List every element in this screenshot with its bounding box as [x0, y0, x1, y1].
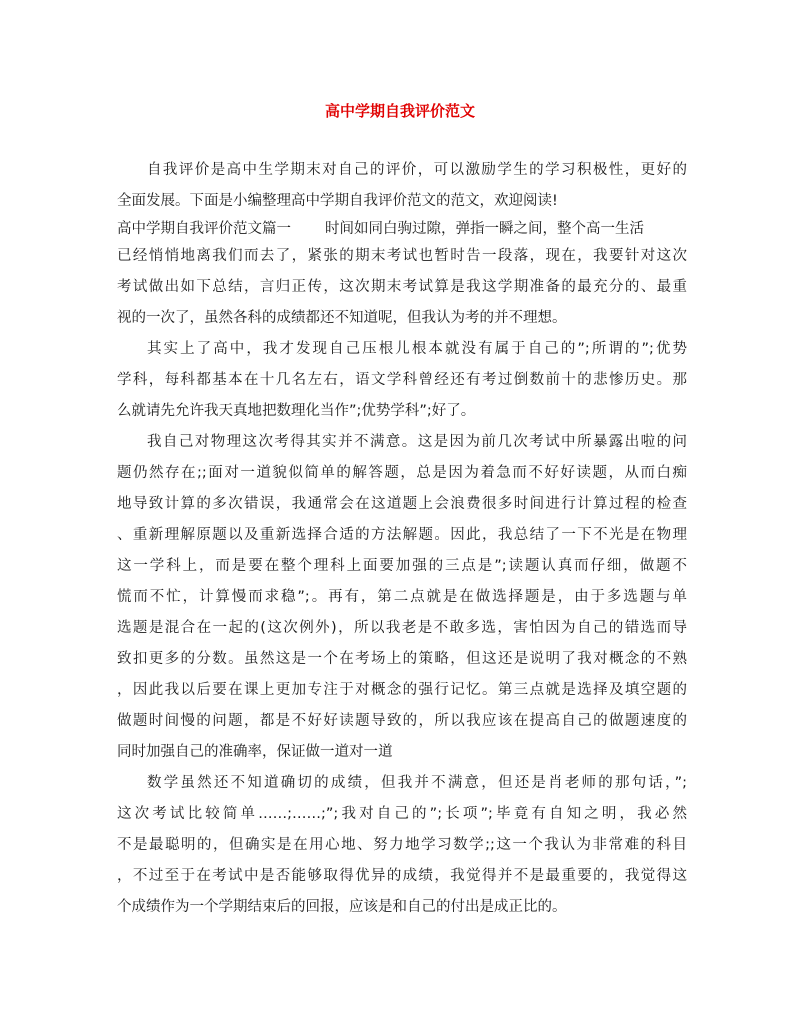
- body-line: 慌而不忙，计算慢而求稳”;。再有，第二点就是在做选择题是，由于多选题与单: [117, 589, 687, 605]
- body-line: 视的一次了，虽然各科的成绩都还不知道呢，但我认为考的并不理想。: [117, 310, 567, 326]
- body-line: 我自己对物理这次考得其实并不满意。这是因为前几次考试中所暴露出啦的问: [147, 434, 687, 450]
- body-line: 致扣更多的分数。虽然这是一个在考场上的策略，但这还是说明了我对概念的不熟: [117, 651, 687, 667]
- body-line: 全面发展。下面是小编整理高中学期自我评价范文的范文，欢迎阅读!: [117, 193, 558, 209]
- body-line: 不是最聪明的，但确实是在用心地、努力地学习数学;;这一个我认为非常难的科目: [117, 837, 687, 853]
- body-line: 地导致计算的多次错误，我通常会在这道题上会浪费很多时间进行计算过程的检查: [117, 496, 687, 512]
- document-body: [117, 155, 687, 923]
- body-line: 这次考试比较简单……;……;”;我对自己的”;长项”;毕竟有自知之明，我必然: [117, 806, 687, 822]
- body-line: 考试做出如下总结，言归正传，这次期末考试算是我这学期准备的最充分的、最重: [117, 279, 687, 295]
- body-line: 学科，每科都基本在十几名左右，语文学科曾经还有考过倒数前十的悲惨历史。那: [117, 372, 687, 388]
- body-line: ，不过至于在考试中是否能够取得优异的成绩，我觉得并不是最重要的，我觉得这: [117, 868, 687, 884]
- body-line: 个成绩作为一个学期结束后的回报，应该是和自己的付出是成正比的。: [117, 899, 567, 915]
- body-line: 自我评价是高中生学期末对自己的评价，可以激励学生的学习积极性，更好的: [147, 162, 687, 178]
- body-line-heading: [117, 217, 687, 241]
- body-line: ，因此我以后要在课上更加专注于对概念的强行记忆。第三点就是选择及填空题的: [117, 682, 687, 698]
- body-text: 时间如同白驹过隙，弹指一瞬之间，整个高一生活: [325, 221, 644, 237]
- body-line: 数学虽然还不知道确切的成绩，但我并不满意，但还是肖老师的那句话，”;: [147, 775, 687, 791]
- body-line: 其实上了高中，我才发现自己压根儿根本就没有属于自己的”;所谓的”;优势: [147, 341, 687, 357]
- body-line: 做题时间慢的问题，都是不好好读题导致的，所以我应该在提高自己的做题速度的: [117, 713, 687, 729]
- body-line: 同时加强自己的准确率，保证做一道对一道: [117, 744, 393, 760]
- body-line: 这一学科上，而是要在整个理科上面要加强的三点是”;读题认真而仔细，做题不: [117, 558, 687, 574]
- body-line: 、重新理解原题以及重新选择合适的方法解题。因此，我总结了一下不光是在物理: [117, 527, 687, 543]
- document-title: 高中学期自我评价范文: [324, 102, 475, 120]
- body-line: 选题是混合在一起的(这次例外)，所以我老是不敢多选，害怕因为自己的错选而导: [117, 620, 687, 636]
- body-line: 题仍然存在;;面对一道貌似简单的解答题，总是因为着急而不好好读题，从而白痴: [117, 465, 687, 481]
- section-heading: 高中学期自我评价范文篇一: [117, 221, 291, 237]
- body-line: 已经悄悄地离我们而去了，紧张的期末考试也暂时告一段落，现在，我要针对这次: [117, 248, 687, 264]
- body-line: 么就请先允许我天真地把数理化当作”;优势学科”;好了。: [117, 403, 476, 419]
